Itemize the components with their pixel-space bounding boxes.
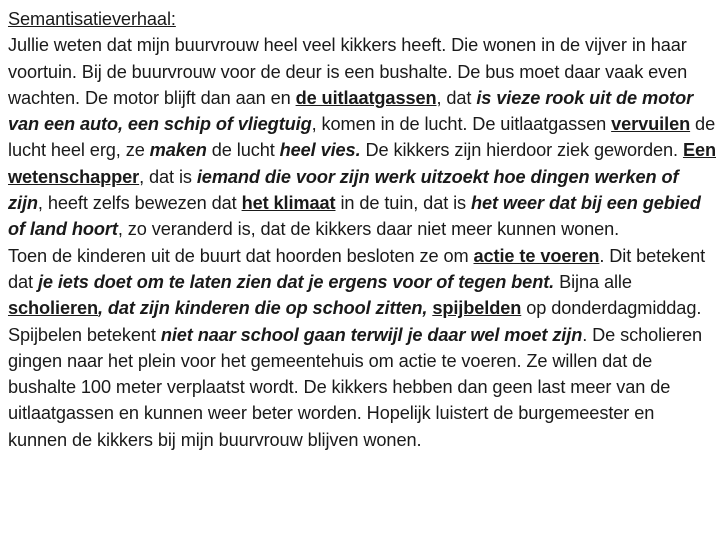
text-run: , dat is [139,166,197,187]
key-term: de uitlaatgassen [295,87,437,108]
definition: is vieze rook uit de motor van een auto, een schip of vliegtuig [8,87,694,135]
key-term: het klimaat [241,193,336,214]
text-run: de lucht [206,140,280,161]
definition: iemand die voor zijn werk uitzoekt hoe dingen werken of zijn [8,166,679,214]
text-run: de lucht heel erg, ze [8,114,716,161]
story-text [8,6,716,453]
definition: heel vies. [279,140,361,161]
text-run: Toen de kinderen uit de buurt dat hoorden besloten ze om [8,245,474,266]
text-run: Jullie weten dat mijn buurvrouw heel veel kikkers heeft. Die wonen in de vijver in haar voortuin. Bij de buurvrouw voor de deur is een bushalte. De bus moet daar vaak even wachten. De motor blijft dan aan en [8,35,688,108]
key-term: Een wetenschapper [8,140,716,187]
paragraph-1 [8,32,716,242]
text-run: . Dit betekent dat [8,245,706,292]
text-run: , komen in de lucht. De uitlaatgassen [311,114,612,135]
text-run: , heeft zelfs bewezen dat [37,193,242,214]
key-term: scholieren [8,298,98,319]
text-run: , dat [436,87,477,108]
key-term: actie te voeren [473,245,600,266]
definition: maken [149,140,207,161]
text-run: in de tuin, dat is [335,193,471,214]
text-run: op donderdagmiddag. Spijbelen betekent [8,298,702,345]
definition: het weer dat bij een gebied of land hoort [8,193,701,240]
definition: niet naar school gaan terwijl je daar wel moet zijn [160,324,583,345]
definition: , dat zijn kinderen die op school zitten, [97,298,433,319]
text-run: . De scholieren gingen naar het plein voor het gemeentehuis om actie te voeren. Ze willen dat de bushalte 100 meter verplaatst wordt. De kikkers hebben dan geen last meer van de uitlaatgassen en kunnen weer beter worden. Hopelijk luistert de burgemeester en kunnen de kikkers bij mijn buurvrouw blijven wonen. [8,324,703,450]
story-heading: Semantisatieverhaal: [8,9,176,29]
key-term: spijbelden [432,298,522,319]
text-run: De kikkers zijn hierdoor ziek geworden. [360,140,683,161]
paragraph-2 [8,243,716,453]
text-run: Bijna alle [554,271,632,292]
definition: je iets doet om te laten zien dat je ergens voor of tegen bent. [37,271,555,292]
text-run: , zo veranderd is, dat de kikkers daar niet meer kunnen wonen. [117,219,620,240]
key-term: vervuilen [611,114,691,135]
